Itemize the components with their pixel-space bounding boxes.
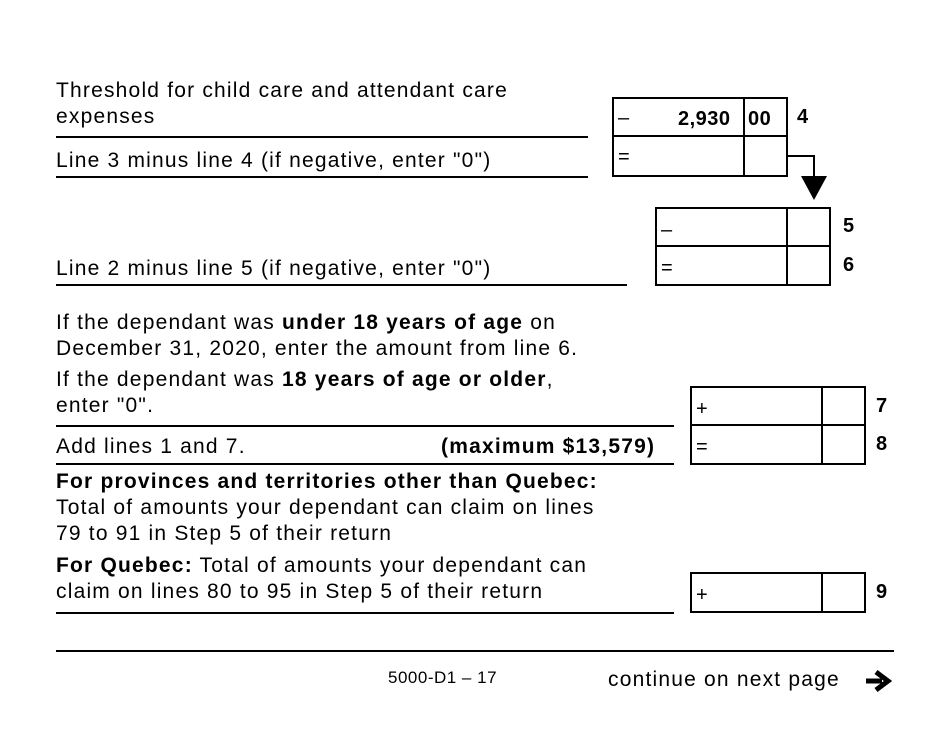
line4-number: 4: [797, 106, 809, 128]
line6-number: 6: [843, 254, 855, 276]
line6-label: Line 2 minus line 5 (if negative, enter "0"): [56, 257, 492, 280]
cents-separator: [821, 574, 823, 611]
line9-amount-field[interactable]: [690, 572, 866, 613]
line4-amount-field[interactable]: [612, 97, 788, 137]
line4-label-2: expenses: [56, 105, 156, 128]
line-calc-a-rule: [56, 176, 588, 178]
line9-quebec-line-2: claim on lines 80 to 95 in Step 5 of their return: [56, 580, 544, 603]
line7-paragraph-1-line-2: December 31, 2020, enter the amount from line 6.: [56, 337, 579, 360]
line7-rule: [56, 425, 674, 427]
line-calc-a-amount-field[interactable]: [612, 136, 788, 177]
footer-rule: [56, 650, 894, 652]
line5-number: 5: [843, 215, 855, 237]
arrow-right-icon[interactable]: [864, 669, 894, 693]
form-page-number: 5000-D1 – 17: [388, 668, 498, 687]
line7-amount-field[interactable]: [690, 386, 866, 426]
line9-provinces-heading: For provinces and territories other than Quebec:: [56, 470, 598, 493]
line7-paragraph-1-line-1: If the dependant was under 18 years of age on: [56, 311, 556, 334]
line4-label-1: Threshold for child care and attendant care: [56, 79, 509, 102]
continue-on-next-page-link[interactable]: [608, 667, 840, 693]
line5-operator: –: [661, 219, 673, 241]
cents-separator: [821, 426, 823, 463]
line9-provinces-text-1: Total of amounts your dependant can claim on lines: [56, 496, 595, 519]
line4-dollars: 2,930: [678, 108, 731, 130]
line7-number: 7: [876, 395, 888, 417]
line8-rule: [56, 463, 674, 465]
line6-amount-field[interactable]: [655, 245, 831, 286]
line8-operator: =: [696, 436, 708, 458]
line7-operator: +: [696, 398, 708, 420]
cents-separator: [786, 247, 788, 284]
line4-rule: [56, 136, 588, 138]
line-calc-a-operator: =: [618, 146, 630, 168]
line7-paragraph-2-line-1: If the dependant was 18 years of age or older,: [56, 368, 554, 391]
line6-operator: =: [661, 257, 673, 279]
line-calc-a-label: Line 3 minus line 4 (if negative, enter "0"): [56, 149, 492, 172]
line9-number: 9: [876, 581, 888, 603]
cents-separator: [786, 209, 788, 245]
carry-down-arrow-icon: [780, 150, 840, 206]
line4-operator: –: [618, 107, 630, 129]
line8-label: Add lines 1 and 7.: [56, 435, 246, 458]
line8-amount-field[interactable]: [690, 424, 866, 465]
line9-rule: [56, 612, 674, 614]
line5-amount-field[interactable]: [655, 207, 831, 247]
line9-operator: +: [696, 584, 708, 606]
line4-cents: 00: [748, 108, 772, 130]
line8-maximum: (maximum $13,579): [441, 435, 656, 458]
line8-number: 8: [876, 433, 888, 455]
line7-paragraph-2-line-2: enter "0".: [56, 394, 155, 417]
line9-provinces-text-2: 79 to 91 in Step 5 of their return: [56, 522, 393, 545]
cents-separator: [743, 99, 745, 135]
line6-rule: [56, 284, 627, 286]
cents-separator: [821, 388, 823, 424]
continue-text: continue on next page: [608, 668, 840, 691]
cents-separator: [743, 136, 745, 175]
line9-quebec-line-1: For Quebec: Total of amounts your dependant can: [56, 554, 588, 577]
